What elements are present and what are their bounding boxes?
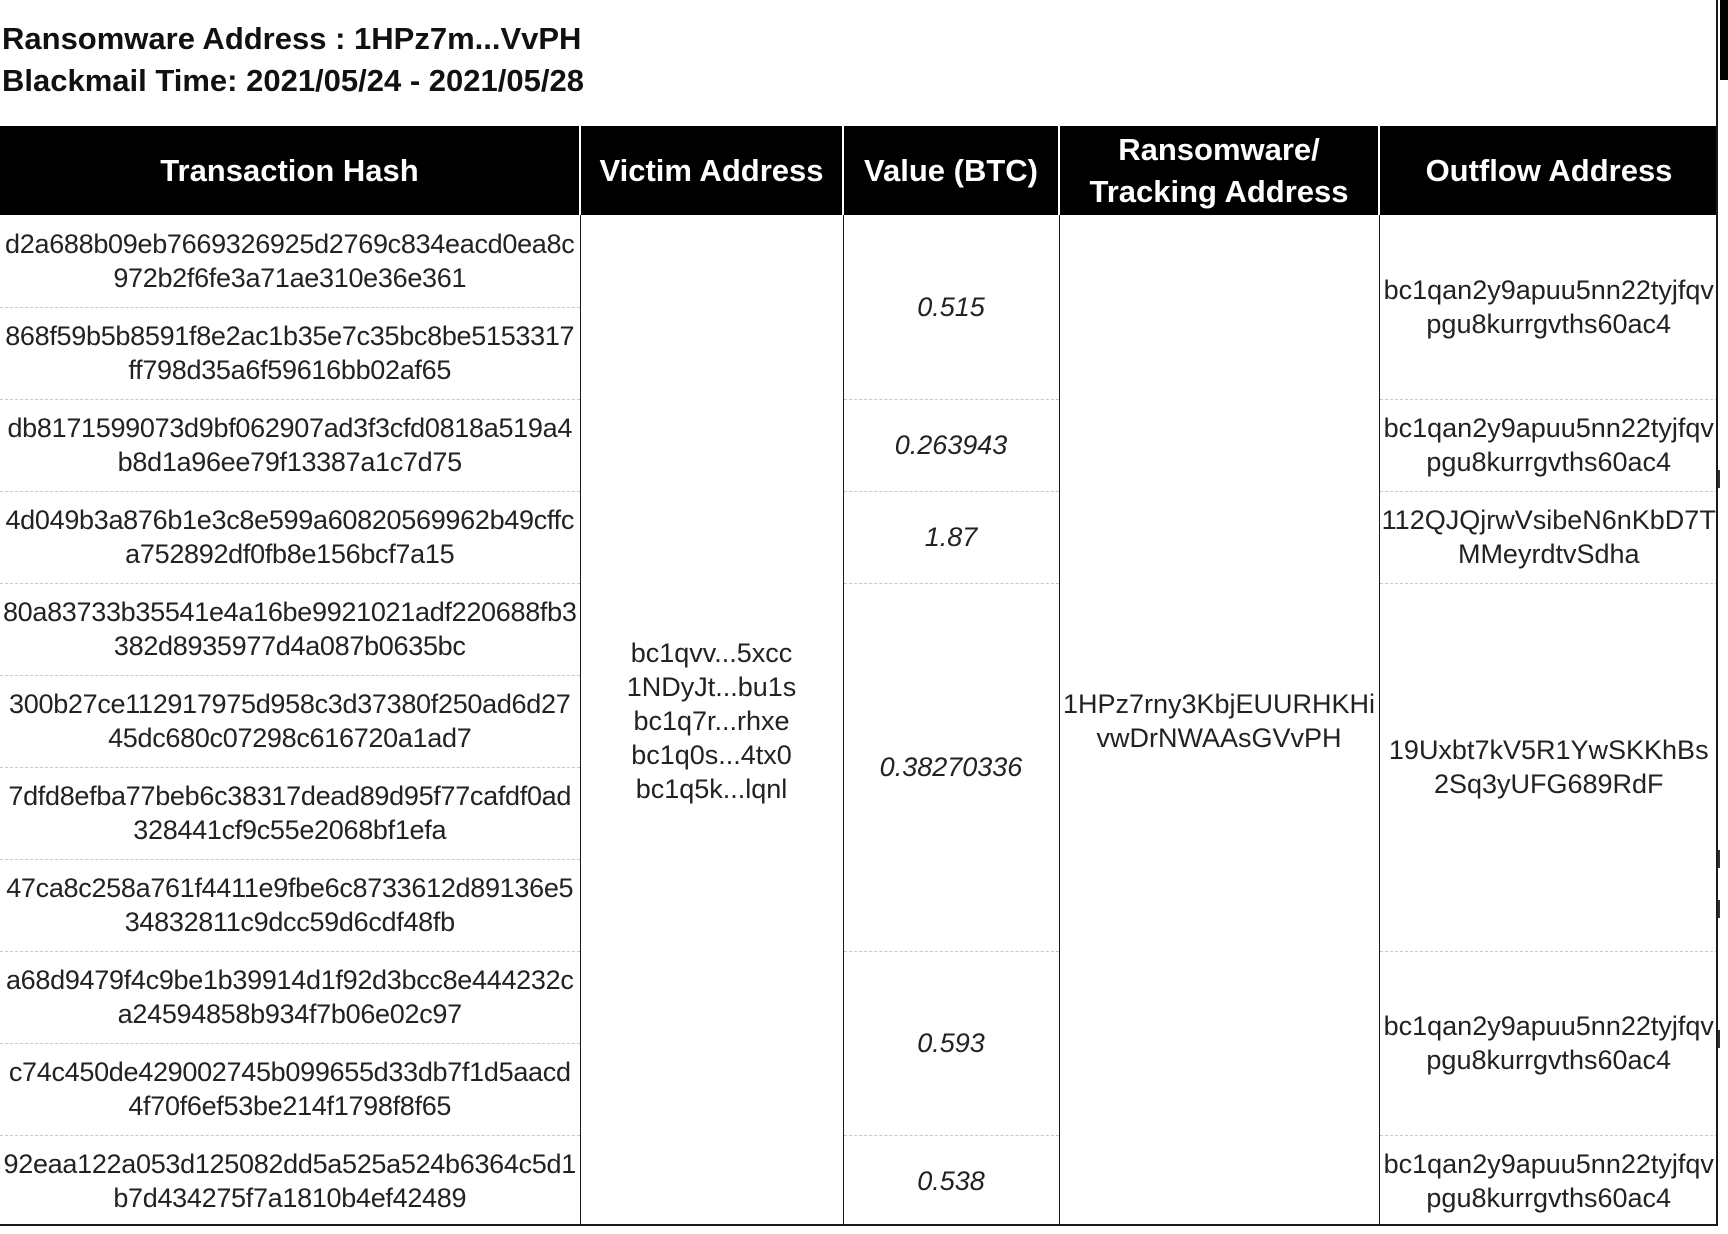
value-btc-cell: 0.38270336 bbox=[843, 583, 1059, 951]
outflow-address-cell: bc1qan2y9apuu5nn22tyjfqvpgu8kurrgvths60ac4 bbox=[1379, 215, 1718, 399]
header-info bbox=[2, 18, 584, 102]
table-row bbox=[0, 399, 1718, 491]
edge-tick bbox=[1718, 900, 1728, 918]
column-header-victim-address: Victim Address bbox=[580, 126, 843, 215]
table-row bbox=[0, 1135, 1718, 1226]
edge-tick bbox=[1718, 1030, 1728, 1048]
outflow-address-cell: bc1qan2y9apuu5nn22tyjfqvpgu8kurrgvths60ac4 bbox=[1379, 1135, 1718, 1226]
edge-tick bbox=[1718, 850, 1728, 868]
table-row bbox=[0, 583, 1718, 675]
transaction-hash-cell: 47ca8c258a761f4411e9fbe6c8733612d89136e534832811c9dcc59d6cdf48fb bbox=[0, 859, 580, 951]
victim-address-item: bc1q5k...lqnl bbox=[635, 774, 788, 804]
column-header-tracking-address: Ransomware/ Tracking Address bbox=[1059, 126, 1379, 215]
value-btc-cell: 0.538 bbox=[843, 1135, 1059, 1226]
transaction-hash-cell: 7dfd8efba77beb6c38317dead89d95f77cafdf0ad328441cf9c55e2068bf1efa bbox=[0, 767, 580, 859]
victim-address-item: 1NDyJt...bu1s bbox=[626, 672, 797, 702]
window-edge-strip bbox=[1718, 0, 1728, 1234]
table-row bbox=[0, 951, 1718, 1043]
transaction-hash-cell: 868f59b5b8591f8e2ac1b35e7c35bc8be5153317ff798d35a6f59616bb02af65 bbox=[0, 307, 580, 399]
ransomware-address-heading: Ransomware Address : 1HPz7m...VvPH bbox=[2, 21, 582, 56]
transaction-hash-cell: a68d9479f4c9be1b39914d1f92d3bcc8e444232ca24594858b934f7b06e02c97 bbox=[0, 951, 580, 1043]
column-header-transaction-hash: Transaction Hash bbox=[0, 126, 580, 215]
transaction-hash-cell: 4d049b3a876b1e3c8e599a60820569962b49cffca752892df0fb8e156bcf7a15 bbox=[0, 491, 580, 583]
value-btc-cell: 0.263943 bbox=[843, 399, 1059, 491]
transaction-hash-cell: 300b27ce112917975d958c3d37380f250ad6d2745dc680c07298c616720a1ad7 bbox=[0, 675, 580, 767]
transaction-hash-cell: c74c450de429002745b099655d33db7f1d5aacd4f70f6ef53be214f1798f8f65 bbox=[0, 1043, 580, 1135]
scroll-marker bbox=[1720, 0, 1728, 80]
victim-address-item: bc1q0s...4tx0 bbox=[631, 740, 792, 770]
victim-address-cell bbox=[580, 215, 843, 1226]
column-header-value-btc: Value (BTC) bbox=[843, 126, 1059, 215]
edge-tick bbox=[1718, 470, 1728, 488]
table-row bbox=[0, 215, 1718, 307]
outflow-address-cell: 112QJQjrwVsibeN6nKbD7TMMeyrdtvSdha bbox=[1379, 491, 1718, 583]
transaction-hash-cell: db8171599073d9bf062907ad3f3cfd0818a519a4b8d1a96ee79f13387a1c7d75 bbox=[0, 399, 580, 491]
outflow-address-cell: bc1qan2y9apuu5nn22tyjfqvpgu8kurrgvths60ac4 bbox=[1379, 951, 1718, 1135]
tracking-address-cell: 1HPz7rny3KbjEUURHKHivwDrNWAAsGVvPH bbox=[1059, 215, 1379, 1226]
table-row bbox=[0, 491, 1718, 583]
transaction-hash-cell: 92eaa122a053d125082dd5a525a524b6364c5d1b7d434275f7a1810b4ef42489 bbox=[0, 1135, 580, 1226]
transaction-hash-cell: d2a688b09eb7669326925d2769c834eacd0ea8c972b2f6fe3a71ae310e36e361 bbox=[5, 228, 575, 293]
transactions-table bbox=[0, 126, 1718, 1226]
transaction-hash-cell: 80a83733b35541e4a16be9921021adf220688fb3382d8935977d4a087b0635bc bbox=[0, 583, 580, 675]
table-header-row bbox=[0, 126, 1718, 215]
victim-address-item: bc1qvv...5xcc bbox=[630, 638, 793, 668]
column-header-outflow-address: Outflow Address bbox=[1379, 126, 1718, 215]
outflow-address-cell: bc1qan2y9apuu5nn22tyjfqvpgu8kurrgvths60ac4 bbox=[1379, 399, 1718, 491]
value-btc-cell: 0.593 bbox=[843, 951, 1059, 1135]
value-btc-cell: 0.515 bbox=[843, 215, 1059, 399]
victim-address-item: bc1q7r...rhxe bbox=[633, 706, 790, 736]
outflow-address-cell: 19Uxbt7kV5R1YwSKKhBs2Sq3yUFG689RdF bbox=[1379, 583, 1718, 951]
blackmail-time-heading: Blackmail Time: 2021/05/24 - 2021/05/28 bbox=[2, 63, 584, 98]
value-btc-cell: 1.87 bbox=[843, 491, 1059, 583]
